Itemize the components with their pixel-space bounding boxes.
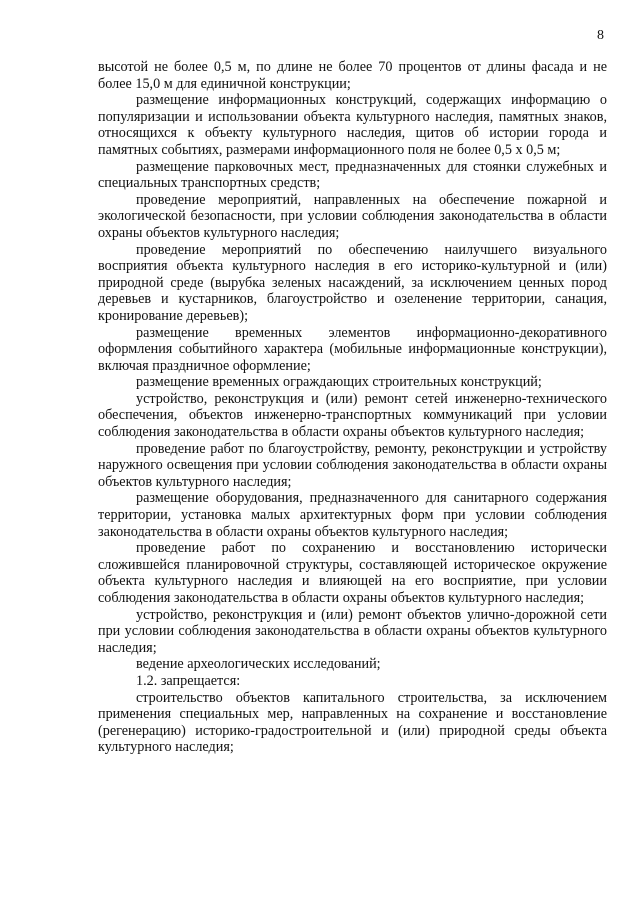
paragraph-fire-safety: проведение мероприятий, направленных на обеспечение пожарной и экологической безопасности, при условии соблюдения законодательства в области охраны объектов культурного наследия; <box>98 191 607 241</box>
paragraph-info-structures: размещение информационных конструкций, содержащих информацию о популяризации и использовании объекта культурного наследия, памятных знаков, относящихся к объекту культурного наследия, щитов об истории города и памятных событиях, размерами информационного поля не более 0,5 х 0,5 м; <box>98 92 607 158</box>
paragraph-engineering-networks: устройство, реконструкция и (или) ремонт сетей инженерно-технического обеспечения, объектов инженерно-транспортных коммуникаций при условии соблюдения законодательства в области охраны объектов культурного наследия; <box>98 390 607 441</box>
paragraph-archaeology: ведение археологических исследований; <box>136 656 381 673</box>
paragraph-sanitary-equipment: размещение оборудования, предназначенного для санитарного содержания территории, установка малых архитектурных форм при условии соблюдения законодательства в области охраны объектов культурного наследия; <box>98 490 607 540</box>
paragraph-road-network: устройство, реконструкция и (или) ремонт объектов улично-дорожной сети при условии соблюдения законодательства в области охраны объектов культурного наследия; <box>98 606 607 656</box>
page-number: 8 <box>597 28 604 43</box>
paragraph-outdoor-lighting: проведение работ по благоустройству, ремонту, реконструкции и устройству наружного освещения при условии соблюдения законодательства в области охраны объектов культурного наследия; <box>98 440 607 490</box>
section-heading-prohibited: 1.2. запрещается: <box>136 672 241 689</box>
document-body <box>98 59 607 756</box>
paragraph-visual-perception: проведение мероприятий по обеспечению наилучшего визуального восприятия объекта культурного наследия в его историко-культурной и (или) природной среде (вырубка зеленых насаждений, за исключением ценных пород деревьев и кустарников, благоустройство и озеленение территории, санация, кронирование деревьев); <box>98 241 607 324</box>
paragraph-parking: размещение парковочных мест, предназначенных для стоянки служебных и специальных транспортных средств; <box>98 158 607 192</box>
paragraph-facade-size: высотой не более 0,5 м, по длине не более 70 процентов от длины фасада и не более 15,0 м для единичной конструкции; <box>98 59 607 92</box>
paragraph-planning-structure: проведение работ по сохранению и восстановлению исторически сложившейся планировочной структуры, составляющей историческое окружение объекта культурного наследия и влияющей на его восприятие, при условии соблюдения законодательства в области охраны объектов культурного наследия; <box>98 540 607 606</box>
paragraph-capital-construction: строительство объектов капитального строительства, за исключением применения специальных мер, направленных на сохранение и восстановление (регенерацию) историко-градостроительной и (или) природной среды объекта культурного наследия; <box>98 689 607 756</box>
paragraph-temporary-fencing: размещение временных ограждающих строительных конструкций; <box>136 374 542 391</box>
paragraph-temporary-decor: размещение временных элементов информационно-декоративного оформления событийного характера (мобильные информационные конструкции), включая праздничное оформление; <box>98 324 607 374</box>
